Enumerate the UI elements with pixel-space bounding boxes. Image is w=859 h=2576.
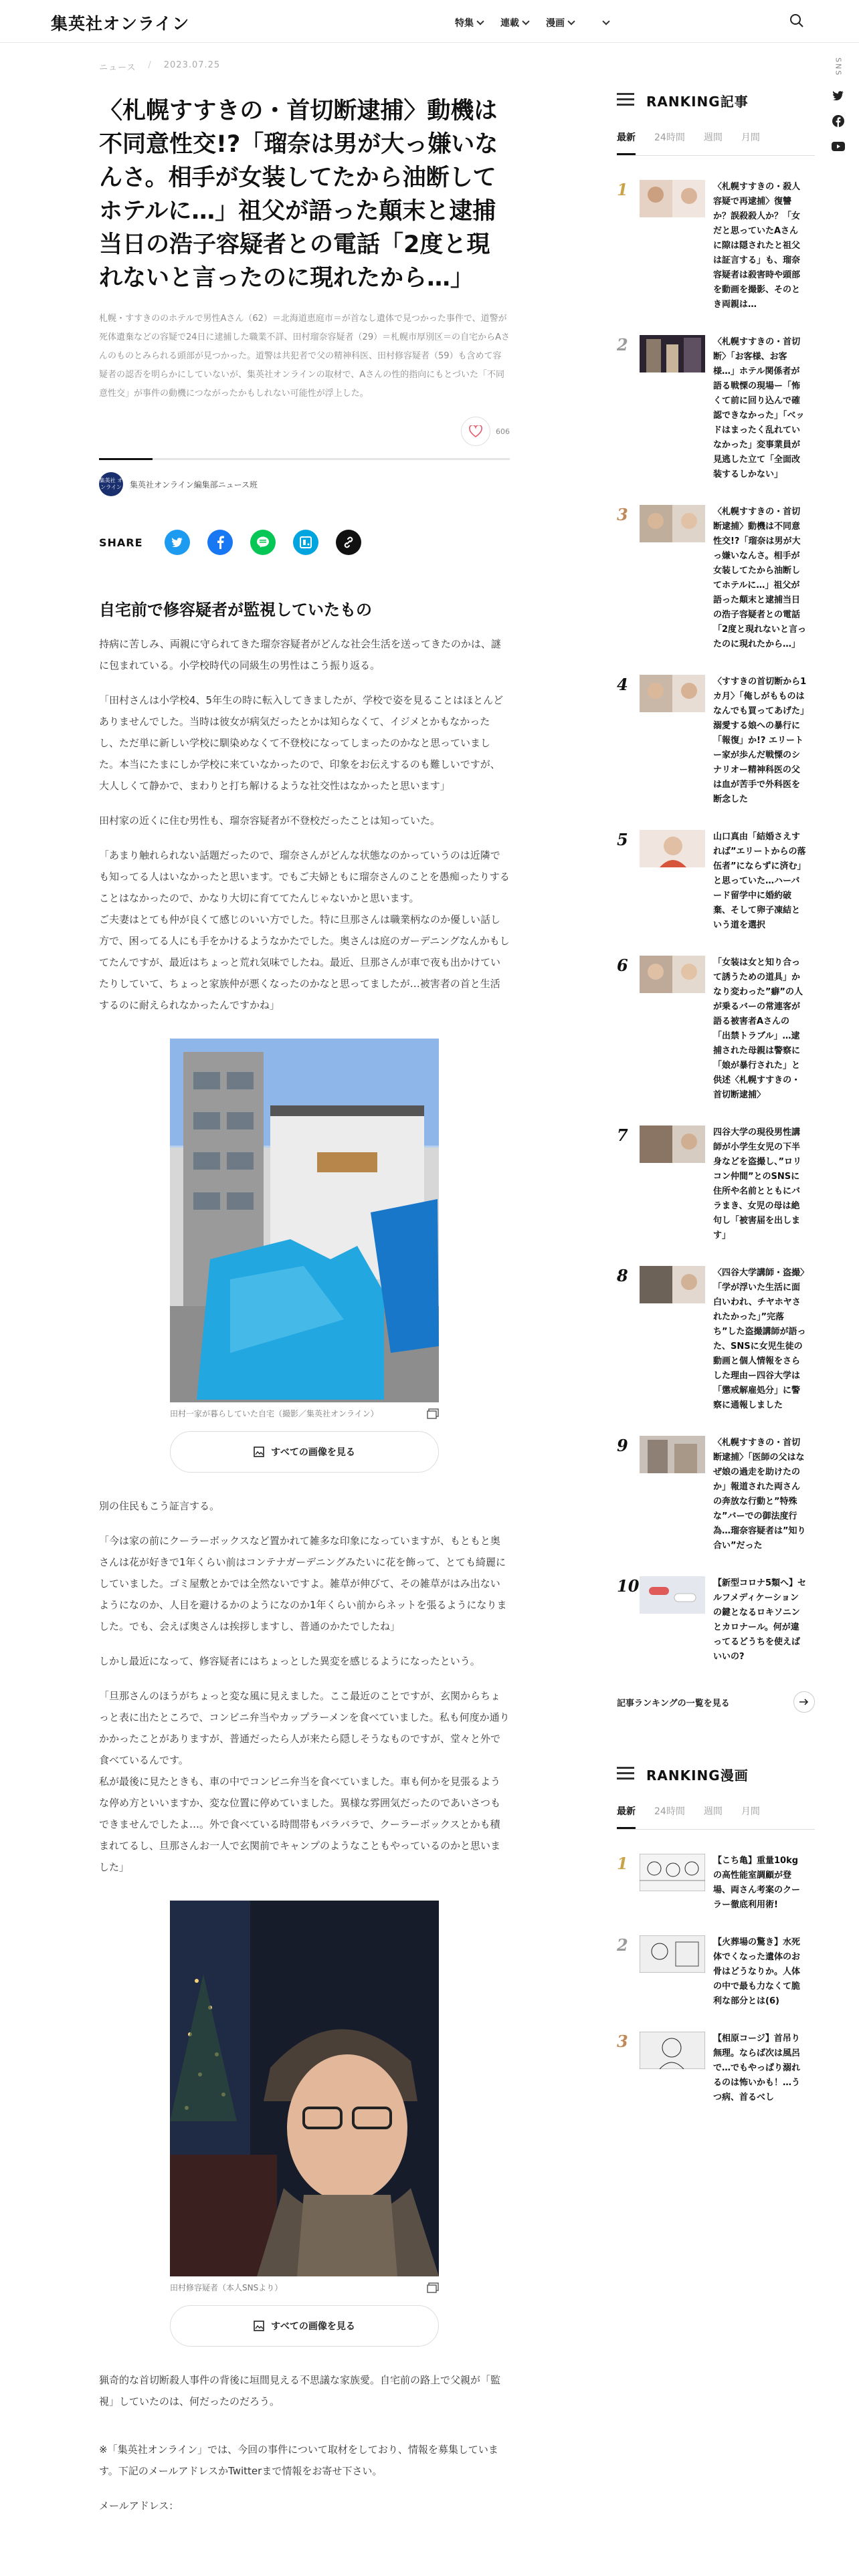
ranking-thumbnail [640,180,705,217]
body-paragraph: ※「集英社オンライン」では、今回の事件について取材をしており、情報を募集しています。下記のメールアドレスかTwitterまで情報をお寄せ下さい。 [99,2444,498,2477]
share-line-button[interactable] [250,530,276,555]
hatena-icon [300,536,312,548]
view-all-images-button[interactable] [170,2305,439,2347]
author-avatar: 集英社 オンライン [99,472,123,496]
ranking-thumbnail [640,1436,705,1473]
author-name[interactable]: 集英社オンライン編集部ニュース班 [130,479,258,490]
ranking-tabs [617,130,815,156]
progress-fill [99,458,153,460]
ranking-thumbnail [640,1576,705,1614]
ranking-title [646,91,749,110]
reading-progress-bar [99,458,510,460]
chevron-down-icon [522,17,529,25]
ranking-item-text: 「女装は女と知り合って誘うための道具」かなり変わった”癖”の人が乗るバーの常連客が語る被害者Aさんの「出禁トラブル」…逮捕された母親は警察に「娘が暴行された」と供述〈札幌すすきの・首切断逮捕〉 [713,958,803,1100]
rank-number: 2 [617,335,628,354]
view-all-images-label: すべての画像を見る [271,2321,355,2332]
ranking-title-text: RANKING [646,94,721,110]
share-hatena-button[interactable] [293,530,318,555]
tab-latest[interactable]: 最新 [617,1804,636,1829]
nav-label: 特集 [455,18,474,29]
ranking-tabs [617,1804,815,1830]
ranking-thumbnail [640,675,705,712]
ranking-item[interactable] [617,675,815,807]
ranking-item-text: 〈四谷大学講師・盗撮〉「学が浮いた生活に面白いわれ、チヤホヤされたかった」”完落ち”した盗撮講師が語った、SNSに女児生徒の動画と個人情報をさらした理由ー四谷大学は「懲戒解雇処分」に警察に通報しました [713,1268,806,1410]
rank-number: 10 [617,1576,640,1596]
rank-number: 5 [617,830,628,849]
global-nav [455,16,609,29]
site-logo[interactable]: 集英社オンライン [51,14,190,33]
gallery-icon[interactable] [427,1408,439,1419]
tab-weekly[interactable]: 週間 [703,132,723,143]
ranking-suffix: 記事 [720,94,749,110]
ranking-item-text: 山口真由「結婚さえすれば”エリートからの落伍者”にならずに済む」と思っていた…ハーバード留学中に婚約破棄、そして卵子凍結という道を選択 [713,832,806,930]
body-paragraph: 「あまり触れられない話題だったので、瑠奈さんがどんな状態なのかっていうのは近隣でも知ってる人はいなかったと思います。でもご夫婦ともに瑠奈さんのことを愚痴ったりすることはなかったので、かなり大切に育ててたんじゃないかと思います。 ご夫妻はとても仲が良くて感じのいい方でした。特に旦那さんは職業柄なのか優しい話し方で、困ってる人にも手をかけるようなかたでした。奥さんは庭のガーデニングなんかもしてたんですが、最近はちょっと荒れ気味でしたね。最近、旦那さんが車で夜も出かけていたりしていて、ちょっと家族仲が悪くなったのかなと思ってましたが…被害者の首と生活するのに耐えられなかったんですかね」 [99,849,510,1011]
rank-number: 2 [617,1935,628,1955]
view-all-images-button[interactable] [170,1431,439,1473]
twitter-icon[interactable] [828,86,848,106]
photo-caption: 田村修容疑者（本人SNSより） [170,2283,283,2292]
photo-caption-row [170,1408,439,1419]
body-paragraph: 別の住民もこう証言する。 [99,1500,220,1512]
side-share-bar [828,58,848,162]
ranking-item[interactable] [617,1266,815,1413]
rank-number: 7 [617,1125,628,1145]
rank-number: 1 [617,1854,628,1873]
ranking-thumbnail [640,830,705,867]
ranking-item[interactable] [617,335,815,482]
view-all-images-label: すべての画像を見る [271,1447,355,1458]
ranking-item-text: 【新型コロナ5類へ】セルフメディケーションの鍵となるロキソニンとカロナール。何が違ってるどうちを使えばいいの? [713,1578,807,1662]
body-paragraph: 「旦那さんのほうがちょっと変な風に見えました。ここ最近のことですが、玄関からちょっと表に出たところで、コンビニ弁当やカップラーメンを食べていました。私も何度か通りかかったことがありますが、普通だったら人が来たら隠しそうなものですが、堂々と外で食べているんです。 私が最後に見たときも、車の中でコンビニ弁当を食べていました。車も何かを見張るような停め方といいますか、変な位置に停めていました。異様な雰囲気だったのであいさつもできませんでしたよ…。外で食べている時間帯もバラバラで、クーラーボックスとかも積まれてるし、旦那さんお一人で玄関前でキャンプのようなこともやっているのかと思いました」 [99,1690,510,1873]
ranking-manga-header [617,1765,815,1784]
article [99,60,510,2516]
chevron-down-icon [567,17,575,25]
ranking-item[interactable] [617,505,815,652]
facebook-icon [216,536,224,549]
gallery-icon[interactable] [427,2282,439,2293]
ranking-item-text: 〈札幌すすきの・首切断逮捕〉「医師の父はなぜ娘の過走を助けたのか」報道された両さんの奔放な行動と”特殊な”バーでの御法度行為…瑠奈容疑者は”知り合い”だった [713,1438,806,1551]
ranking-articles-header [617,91,815,110]
ranking-thumbnail [640,1266,705,1303]
ranking-item[interactable] [617,1935,815,2009]
meta-separator: / [148,60,152,70]
tab-24h[interactable]: 24時間 [654,132,685,143]
ranking-more-label: 記事ランキングの一覧を見る [617,1698,730,1709]
article-meta [99,60,510,73]
ranking-item-text: 〈すすきの首切断から1カ月〉「俺しがもものはなんでも買ってあげた」溺愛する娘への暴行に「報復」か!? エリートー家が歩んだ戦慄のシナリオー精神科医の父は血が苦手で外科医を断念した [713,677,807,804]
rank-number: 9 [617,1436,628,1455]
father-photo[interactable] [170,1901,439,2276]
like-count: 606 [496,427,510,436]
photo-block-father [170,1901,439,2347]
site-header [0,0,859,43]
body-paragraph: しかし最近になって、修容疑者にはちょっとした異変を感じるようになったという。 [99,1655,480,1667]
nav-item-manga[interactable] [546,16,574,29]
ranking-item[interactable] [617,830,815,933]
article-title: 〈札幌すすきの・首切断逮捕〉動機は不同意性交!?「瑠奈は男が大っ嫌いなんさ。相手が女装してたから油断してホテルに…」祖父が語った顛末と逮捕当日の浩子容疑者との電話「2度と現れないと言ったのに現れたから…」 [99,98,498,292]
ranking-item[interactable] [617,1854,815,1913]
ranking-item-text: 〈札幌すすきの・首切断逮捕〉動機は不同意性交!?「瑠奈は男が大っ嫌いなんさ。相手が女装してたから油断してホテルに…」祖父が語った顛末と逮捕当日の浩子容疑者との電話「2度と現れないと言ったのに現れたから…」 [713,507,807,649]
ranking-thumbnail [640,1935,705,1973]
body-paragraph: メールアドレス： [99,2500,179,2512]
ranking-thumbnail [640,505,705,542]
ranking-item[interactable] [617,180,815,312]
category-link[interactable]: ニュース [99,63,136,73]
nav-item-features[interactable] [455,16,483,29]
chevron-down-icon [476,17,484,25]
like-area [99,417,510,446]
rank-number: 3 [617,2032,628,2051]
photo-caption-row [170,2282,439,2293]
rank-number: 1 [617,180,628,199]
rank-number: 6 [617,956,628,975]
tab-monthly[interactable]: 月間 [741,1806,760,1817]
ranking-item-text: 【火葬場の驚き】水死体でくなった遺体のお骨はどうなりか。人体の中で最も力なくて脆利な部分とは(6) [713,1937,801,2006]
nav-item-series[interactable] [500,16,529,29]
body-paragraph: 持病に苦しみ、両親に守られてきた瑠奈容疑者がどんな社会生活を送ってきたのかは、謎に包まれている。小学校時代の同級生の男性はこう振り返る。 [99,638,501,671]
youtube-icon[interactable] [828,136,848,156]
body-paragraph: 「今は家の前にクーラーボックスなど置かれて雑多な印象になっていますが、もともと奥さんは花が好きで1年くらい前はコンテナガーデニングみたいに花を飾って、とても綺麗にしていました。ゴミ屋敷とかでは全然ないですよ。雑草が伸びて、その雑草がはみ出ないようになのか、人目を避けるかのようになのか1年くらい前からネットを張るようになりました。でも、会えば奥さんは挨拶しますし、普通のかたでしたね」 [99,1535,507,1632]
publish-date: 2023.07.25 [163,60,221,70]
image-icon [254,1446,264,1457]
ranking-title-text: RANKING [646,1767,721,1784]
arrow-right-icon [793,1691,815,1713]
nav-label: 漫画 [546,18,565,29]
rank-number: 4 [617,675,628,694]
chevron-down-icon [602,17,609,25]
author-row [99,472,510,496]
twitter-icon [171,537,183,548]
body-paragraph: 「田村さんは小学校4、5年生の時に転入してきましたが、学校で姿を見ることはほとんどありませんでした。当時は彼女が病気だったとかは知らなくて、イジメとかもなかったし、ただ単に新しい学校に馴染めなくて不登校になってしまったのかなと思っていました。本当にたまにしか学校に来ていなかったので、印象をお伝えするのも難しいですが、大人しくて静かで、まわりと打ち解けるような社交性はなかったと思います」 [99,694,504,792]
ranking-thumbnail [640,2032,705,2069]
ranking-item[interactable] [617,1125,815,1243]
ranking-thumbnail [640,956,705,993]
ranking-item-text: 【こち亀】重量10kgの高性能室調顧が登場、両さん考案のクーラー徹底利用術! [713,1856,801,1910]
ranking-item[interactable] [617,956,815,1103]
menu-lines-icon [617,1767,634,1783]
share-row [99,530,510,555]
share-copy-link-button[interactable] [336,530,361,555]
article-lead: 札幌・すすきののホテルで男性Aさん（62）＝北海道恵庭市＝が首なし遺体で見つかった事件で、道警が死体遺棄などの容疑で24日に逮捕した職業不詳、田村瑠奈容疑者（29）＝札幌市厚別区＝の自宅からAさんのものとみられる頭部が見つかった。道警は共犯者で父の精神科医、田村修容疑者（59）も含めて容疑者の認否を明らかにしていないが、集英社オンラインの取材で、Aさんの性的指向にもとづいた「不同意性交」が事件の動機につながったかもしれない可能性が浮上した。 [99,314,510,399]
image-icon [254,2321,264,2331]
share-facebook-button[interactable] [207,530,233,555]
ranking-more-link[interactable] [617,1691,815,1713]
share-twitter-button[interactable] [165,530,190,555]
ranking-title [646,1765,749,1784]
ranking-suffix: 漫画 [720,1767,749,1784]
house-photo[interactable] [170,1039,439,1402]
ranking-item[interactable] [617,2032,815,2105]
ranking-item-text: 【相原コージ】首吊り無理。ならば次は風呂で…でもやっぱり溺れるのは怖いかも！…うつ病、首るべし [713,2034,801,2103]
ranking-item-text: 四谷大学の現役男性講師が小学生女児の下半身などを盗撮し、”ロリコン仲間”とのSNSに住所や名前とともにバラまき、女児の母は絶句し「被害届を出します」 [713,1128,802,1241]
link-icon [342,536,355,549]
rank-number: 3 [617,505,628,524]
body-paragraph: 猟奇的な首切断殺人事件の背後に垣間見える不思議な家族愛。自宅前の路上で父親が「監視」していたのは、何だったのだろう。 [99,2374,501,2407]
sidebar [617,91,815,2105]
nav-more-dropdown[interactable] [603,16,609,29]
section-heading: 自宅前で修容疑者が監視していたもの [99,601,372,619]
nav-label: 連載 [500,18,519,29]
photo-caption: 田村一家が暮らしていた自宅（撮影／集英社オンライン） [170,1409,379,1418]
line-icon [256,536,270,549]
tab-monthly[interactable]: 月間 [741,132,760,143]
rank-number: 8 [617,1266,628,1285]
ranking-thumbnail [640,335,705,372]
share-label: SHARE [99,536,143,549]
tab-24h[interactable]: 24時間 [654,1806,685,1817]
side-share-label: SNS [834,58,843,77]
ranking-thumbnail [640,1125,705,1163]
ranking-thumbnail [640,1854,705,1891]
ranking-item[interactable] [617,1576,815,1665]
ranking-item[interactable] [617,1436,815,1553]
like-button[interactable] [461,417,490,446]
ranking-item-text: 〈札幌すすきの・首切断〉「お客様、お客様…」ホテル関係者が語る戦慄の現場ー「怖くて前に回り込んで確認できなかった」「ベッドはまったく乱れていなかった」変事業員が見逃した立て「全面改装するしかない」 [713,337,805,479]
heart-icon [469,425,482,437]
search-icon[interactable] [788,12,805,29]
facebook-icon[interactable] [828,111,848,131]
photo-block-house [170,1039,439,1473]
menu-lines-icon [617,93,634,109]
tab-weekly[interactable]: 週間 [703,1806,723,1817]
body-paragraph: 田村家の近くに住む男性も、瑠奈容疑者が不登校だったことは知っていた。 [99,815,441,827]
ranking-item-text: 〈札幌すすきの・殺人容疑で再逮捕〉復讐か？誤殺殺人か？「女だと思っていたAさんに隙は隠されたと祖父は証言する」も、瑠奈容疑者は殺害時や頭部を動画を撮影、そのとき両親は… [713,182,801,310]
tab-latest[interactable]: 最新 [617,130,636,155]
